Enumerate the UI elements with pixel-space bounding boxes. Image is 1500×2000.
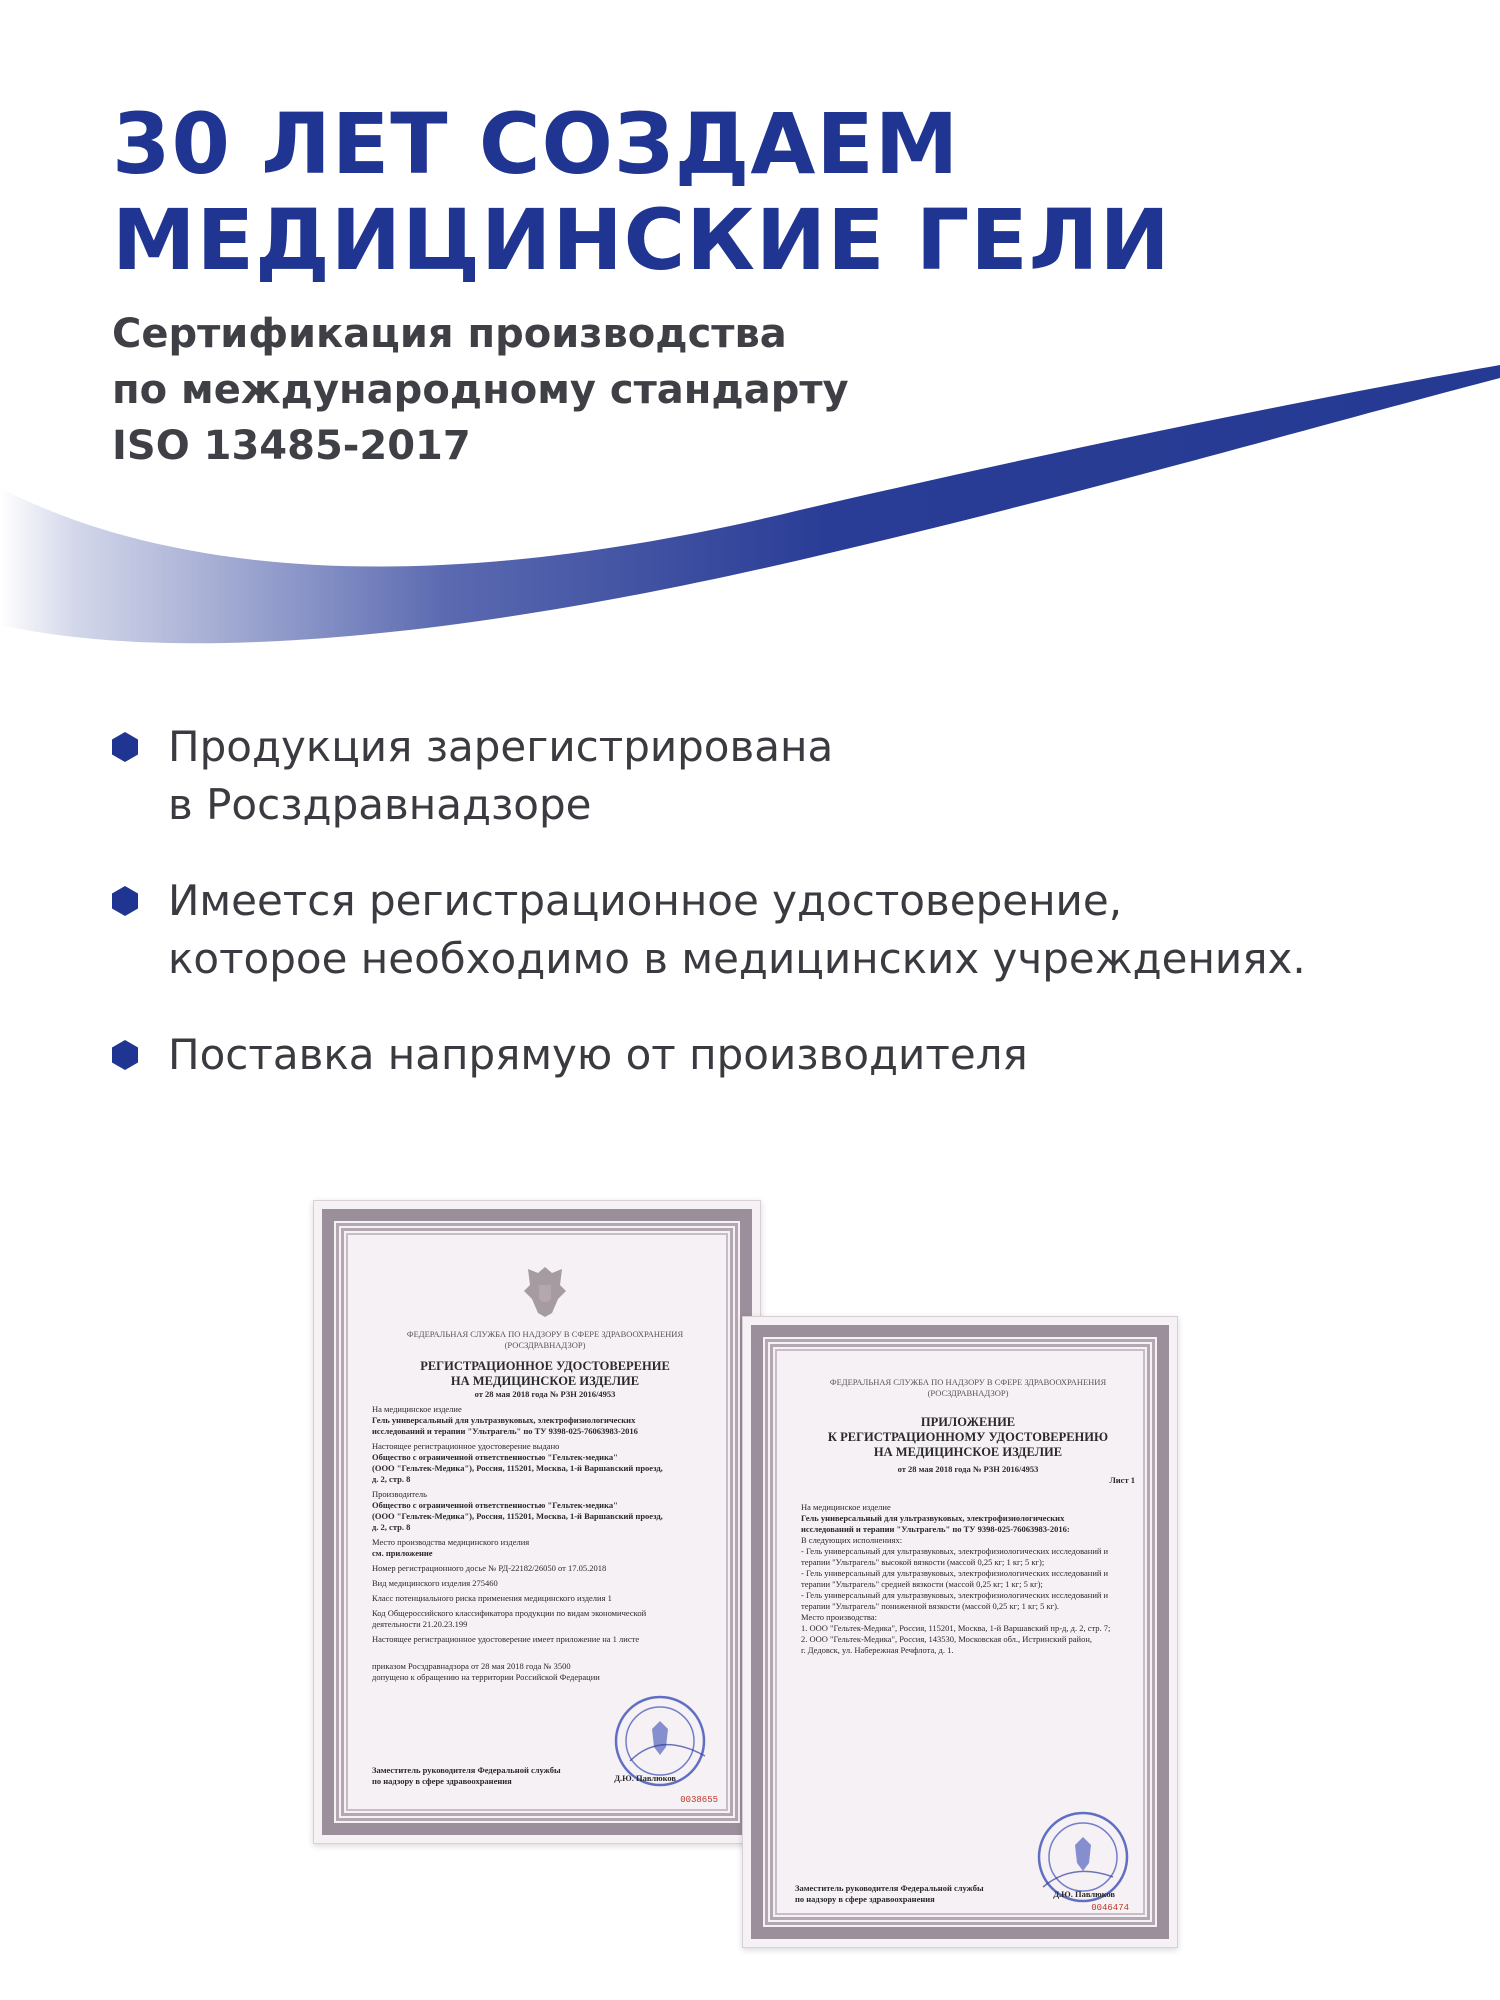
appendix-line: терапии "Ультрагель" средней вязкости (массой 0,25 кг; 1 кг; 5 кг);: [801, 1579, 1043, 1589]
feature-text-line: в Росздравнадзоре: [168, 780, 592, 829]
hexagon-bullet-icon: [112, 732, 138, 762]
appendix-line: терапии "Ультрагель" пониженной вязкости (массой 0,25 кг; 1 кг; 5 кг).: [801, 1601, 1060, 1611]
signer-name: Д.Ю. Павлюков: [614, 1773, 676, 1783]
feature-item: [112, 1026, 1482, 1084]
hexagon-bullet-icon: [112, 1040, 138, 1070]
appendix-title: НА МЕДИЦИНСКОЕ ИЗДЕЛИЕ: [873, 1445, 1063, 1459]
appendix-agency-short: (РОСЗДРАВНАДЗОР): [927, 1388, 1009, 1398]
subtitle: [112, 306, 849, 474]
appendix-signature-block: [795, 1883, 984, 1905]
appendix-agency: ФЕДЕРАЛЬНАЯ СЛУЖБА ПО НАДЗОРУ В СФЕРЕ ЗДРАВООХРАНЕНИЯ: [829, 1377, 1107, 1387]
appendix-serial-number: 0046474: [1091, 1903, 1129, 1913]
feature-list: [112, 718, 1482, 1122]
appendix-sheet: Лист 1: [1109, 1475, 1135, 1485]
certificate-agency: ФЕДЕРАЛЬНАЯ СЛУЖБА ПО НАДЗОРУ В СФЕРЕ ЗДРАВООХРАНЕНИЯ: [406, 1329, 684, 1339]
subtitle-line-3: ISO 13485-2017: [112, 423, 471, 469]
appendix-line: г. Дедовск, ул. Набережная Речфлота, д. 1.: [801, 1645, 954, 1655]
certificate-title: НА МЕДИЦИНСКОЕ ИЗДЕЛИЕ: [450, 1374, 640, 1388]
appendix-title: К РЕГИСТРАЦИОННОМУ УДОСТОВЕРЕНИЮ: [827, 1430, 1109, 1444]
signer-name: Д.Ю. Павлюков: [1053, 1889, 1115, 1899]
certificate-line: Вид медицинского изделия 275460: [372, 1578, 498, 1588]
appendix-line: - Гель универсальный для ультразвуковых, электрофизиологических исследований и: [801, 1568, 1109, 1578]
certificate-date: от 28 мая 2018 года № РЗН 2016/4953: [474, 1389, 616, 1399]
certificate-line: см. приложение: [372, 1548, 433, 1558]
certificate-line: д. 2, стр. 8: [372, 1522, 411, 1532]
appendix-line: Место производства:: [801, 1612, 877, 1622]
certificate-line: приказом Росздравнадзора от 28 мая 2018 года № 3500: [372, 1661, 571, 1671]
certificate-agency-short: (РОСЗДРАВНАДЗОР): [504, 1340, 586, 1350]
certificate-line: (ООО "Гельтек-Медика"), Россия, 115201, Москва, 1-й Варшавский проезд,: [372, 1463, 663, 1473]
certificate-serial-number: 0038655: [680, 1795, 718, 1805]
feature-item: [112, 872, 1482, 988]
certificate-line: д. 2, стр. 8: [372, 1474, 411, 1484]
appendix-date: от 28 мая 2018 года № РЗН 2016/4953: [897, 1464, 1039, 1474]
certificate-line: (ООО "Гельтек-Медика"), Россия, 115201, Москва, 1-й Варшавский проезд,: [372, 1511, 663, 1521]
appendix-line: 1. ООО "Гельтек-Медика", Россия, 115201, Москва, 1-й Варшавский пр-д, д. 2, стр. 7;: [801, 1623, 1111, 1633]
coat-of-arms-icon: [522, 1263, 568, 1319]
certificate-line: деятельности 21.20.23.199: [372, 1619, 468, 1629]
hexagon-bullet-icon: [112, 886, 138, 916]
certificate-line: Класс потенциального риска применения медицинского изделия 1: [372, 1593, 612, 1603]
certificate-line: Место производства медицинского изделия: [372, 1537, 530, 1547]
appendix-line: Гель универсальный для ультразвуковых, электрофизиологических: [801, 1513, 1065, 1523]
certificate-line: Настоящее регистрационное удостоверение имеет приложение на 1 листе: [372, 1634, 640, 1644]
signature-title: Заместитель руководителя Федеральной службы: [372, 1765, 561, 1775]
certificate-line: Номер регистрационного досье № РД-22182/26050 от 17.05.2018: [372, 1563, 607, 1573]
feature-text-line: которое необходимо в медицинских учреждениях.: [168, 934, 1306, 983]
certificate-line: Гель универсальный для ультразвуковых, электрофизиологических: [372, 1415, 636, 1425]
certificate-line: исследований и терапии "Ультрагель" по ТУ 9398-025-76063983-2016: [372, 1426, 638, 1436]
feature-text-line: Продукция зарегистрирована: [168, 722, 834, 771]
feature-item: [112, 718, 1482, 834]
certificate-line: Производитель: [372, 1489, 427, 1499]
feature-text-line: Поставка напрямую от производителя: [168, 1030, 1028, 1079]
certificate-title: РЕГИСТРАЦИОННОЕ УДОСТОВЕРЕНИЕ: [420, 1359, 670, 1373]
certificate-line: На медицинское изделие: [372, 1404, 462, 1414]
appendix-line: - Гель универсальный для ультразвуковых, электрофизиологических исследований и: [801, 1590, 1109, 1600]
appendix-line: исследований и терапии "Ультрагель" по ТУ 9398-025-76063983-2016:: [801, 1524, 1070, 1534]
appendix-line: - Гель универсальный для ультразвуковых, электрофизиологических исследований и: [801, 1546, 1109, 1556]
certificate-line: Настоящее регистрационное удостоверение выдано: [372, 1441, 560, 1451]
feature-text-line: Имеется регистрационное удостоверение,: [168, 876, 1123, 925]
headline-line-2: МЕДИЦИНСКИЕ ГЕЛИ: [112, 191, 1171, 289]
signature-title: по надзору в сфере здравоохранения: [372, 1776, 512, 1786]
subtitle-line-1: Сертификация производства: [112, 311, 787, 357]
headline-line-1: 30 ЛЕТ СОЗДАЕМ: [112, 95, 960, 193]
appendix-line: В следующих исполнениях:: [801, 1535, 903, 1545]
certificate-signature-block: [372, 1765, 561, 1787]
signature-title: Заместитель руководителя Федеральной службы: [795, 1883, 984, 1893]
signature-title: по надзору в сфере здравоохранения: [795, 1894, 935, 1904]
registration-certificate-image: [313, 1200, 761, 1844]
certificate-line: Общество с ограниченной ответственностью "Гельтек-медика": [372, 1500, 618, 1510]
appendix-line: На медицинское изделие: [801, 1502, 891, 1512]
subtitle-line-2: по международному стандарту: [112, 367, 849, 413]
appendix-title: ПРИЛОЖЕНИЕ: [920, 1415, 1016, 1429]
certificate-line: допущено к обращению на территории Российской Федерации: [372, 1672, 600, 1682]
certificate-line: Общество с ограниченной ответственностью "Гельтек-медика": [372, 1452, 618, 1462]
appendix-line: терапии "Ультрагель" высокой вязкости (массой 0,25 кг; 1 кг; 5 кг);: [801, 1557, 1045, 1567]
certificate-line: Код Общероссийского классификатора продукции по видам экономической: [372, 1608, 647, 1618]
certificate-appendix-image: [742, 1316, 1178, 1948]
headline: [112, 96, 1171, 288]
appendix-line: 2. ООО "Гельтек-Медика", Россия, 143530, Московская обл., Истринский район,: [801, 1634, 1092, 1644]
